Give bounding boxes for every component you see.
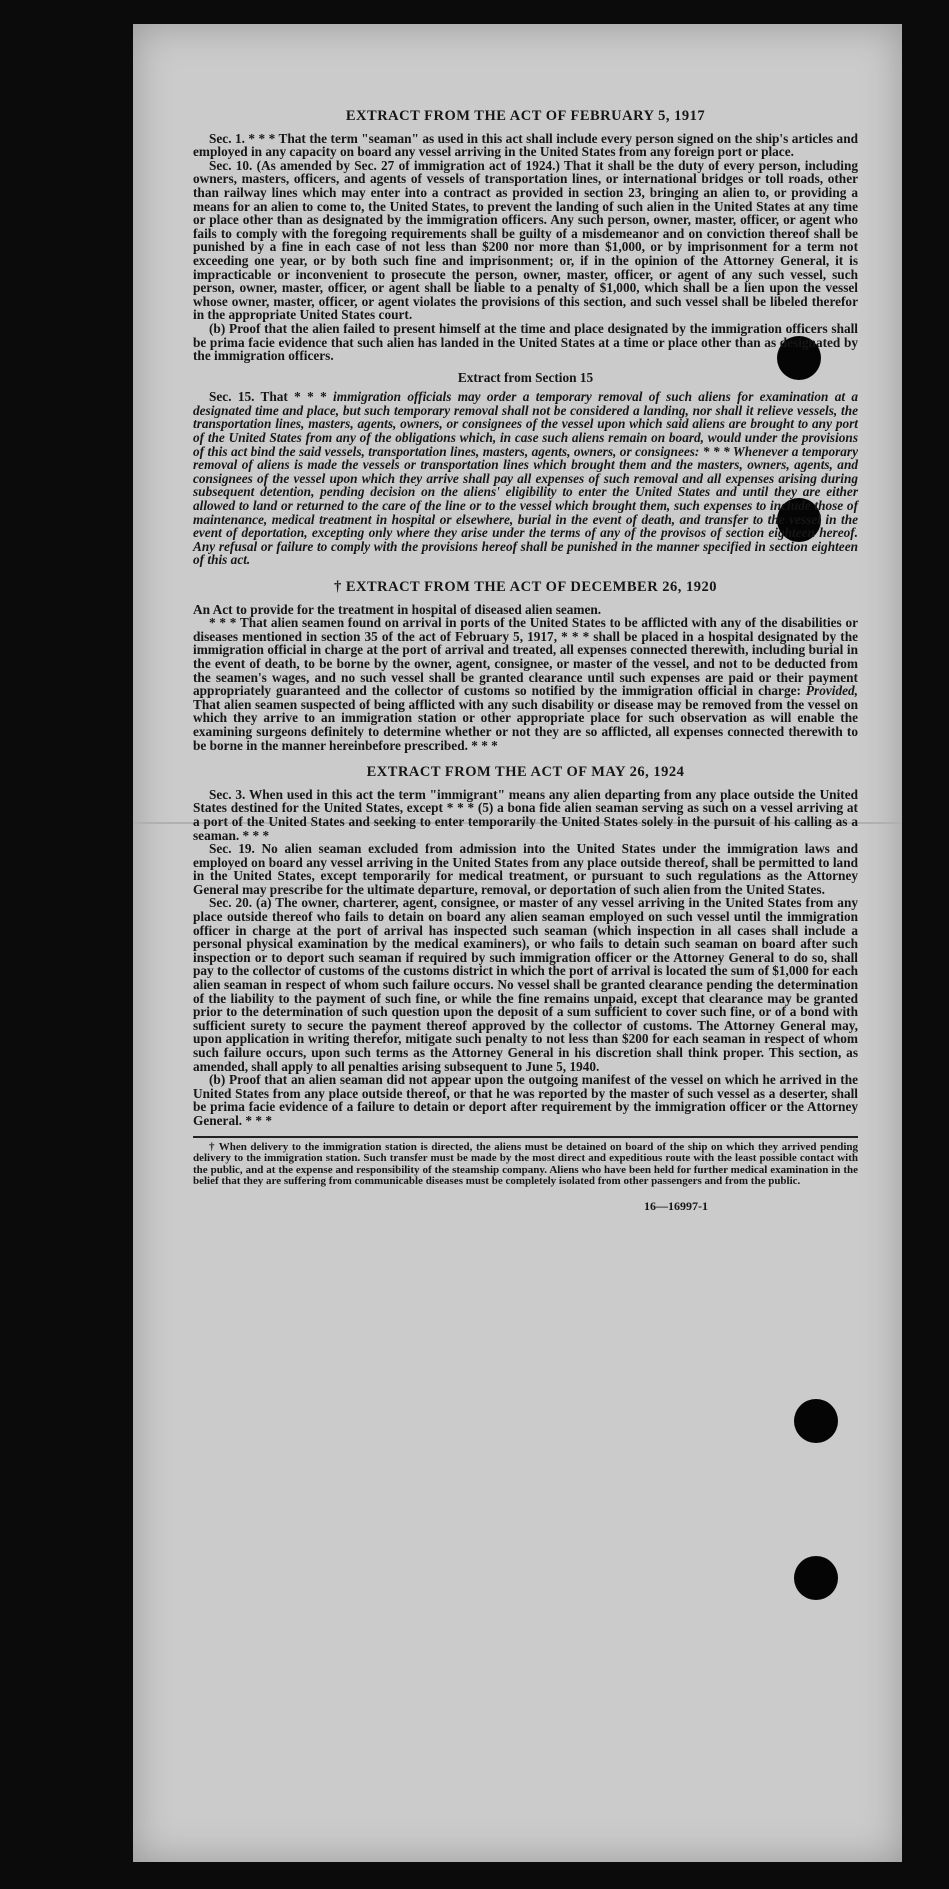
document-page	[133, 24, 902, 1862]
footnote-rule	[193, 1136, 858, 1138]
paragraph-sec-20-a: Sec. 20. (a) The owner, charterer, agent, consignee, or master of any vessel arriving in the United States from any place outside thereof who fails to detain on board any alien seaman employed on such vessel until the immigration officer in charge at the port of arrival has inspected such seaman (which inspection in all cases shall include a personal physical examination by the medical examiners), or who fails to detain such seaman on board after such inspection or to deport such seaman if required by such immigration officer or the Attorney General to do so, shall pay to the collector of customs of the customs district in which the port of arrival is located the sum of $1,000 for each alien seaman in respect of whom such failure occurs. No vessel shall be granted clearance pending the determination of the liability to the payment of such fine, or while the fine remains unpaid, except that clearance may be granted prior to the determination of such question upon the deposit of a sum sufficient to cover such fine, or of a bond with sufficient surety to secure the payment thereof approved by the collector of customs. The Attorney General may, upon application in writing therefor, mitigate such penalty to not less than $200 for each seaman in respect of whom such failure occurs, upon such terms as the Attorney General in his discretion shall think proper. This section, as amended, shall apply to all penalties arising subsequent to June 5, 1940.	[193, 895, 858, 1074]
heading-section-15: Extract from Section 15	[457, 369, 594, 385]
act-1920-provided: Provided,	[805, 683, 858, 699]
paragraph-act-1920-body	[193, 616, 858, 752]
sec-15-italic-text: immigration officials may order a temporary removal of such aliens for examination at a designated time and place, but such temporary removal shall not be considered a landing, nor shall it relieve vessels, the transportation lines, masters, agents, owners, or consignees of the vessel upon which said aliens are brought to any port of the United States from any of the obligations which, in case such aliens remain on board, would under the provisions of this act bind the said vessels, transportation lines, masters, agents, owners, or consignees: * * * Whenever a temporary removal of aliens is made the vessels or transportation lines which brought them and the masters, owners, agents, and consignees of the vessel upon which they arrive shall pay all expenses of such removal and all expenses arising during subsequent detention, pending decision on the aliens' eligibility to enter the United States and until they are either allowed to land or returned to the care of the line or to the vessel which brought them, such expenses to include those of maintenance, medical treatment in hospital or elsewhere, burial in the event of death, and transfer to the vessel in the event of deportation, excepting only where they arise under the terms of any of the provisos of section eighteen hereof. Any refusal or failure to comply with the provisions hereof shall be punished in the manner specified in section eighteen of this act.	[193, 389, 858, 568]
paragraph-sec-3: Sec. 3. When used in this act the term "immigrant" means any alien departing from any place outside the United States destined for the United States, except * * * (5) a bona fide alien seaman serving as such on a vessel arriving at a port of the United States and seeking to enter temporarily the United States solely in the pursuit of his calling as a seaman. * * *	[193, 786, 858, 843]
punch-hole	[794, 1399, 838, 1443]
paragraph-sec-19: Sec. 19. No alien seaman excluded from admission into the United States under the immigration laws and employed on board any vessel arriving in the United States from any place outside thereof, shall be permitted to land in the United States, except temporarily for medical treatment, or pursuant to such regulations as the Attorney General may prescribe for the ultimate departure, removal, or deportation of such alien from the United States.	[193, 841, 858, 897]
paragraph-sec-20-b: (b) Proof that an alien seaman did not appear upon the outgoing manifest of the vessel on which he arrived in the United States from any place outside thereof, or that he was reported by the master of such vessel as a deserter, shall be prima facie evidence of a failure to detain or deport after requirement by the immigration officer or the Attorney General. * * *	[193, 1072, 858, 1128]
paragraph-sec-10: Sec. 10. (As amended by Sec. 27 of immigration act of 1924.) That it shall be the duty of every person, including owners, masters, officers, and agents of vessels of transportation lines, or international bridges or toll roads, other than railway lines which may enter into a contract as provided in section 23, bringing an alien to, or providing a means for an alien to come to, the United States, to prevent the landing of such alien in the United States at any time or place other than as designated by the immigration officers. Any such person, owner, master, officer, or agent who fails to comply with the foregoing requirements shall be guilty of a misdemeanor and on conviction thereof shall be punished by a fine in each case of not less than $200 nor more than $1,000, or by imprisonment for a term not exceeding one year, or by both such fine and imprisonment; or, if in the opinion of the Attorney General, it is impracticable or inconvenient to prosecute the person, owner, master, officer, or agent of any such vessel, such person, owner, master, officer, or agent shall be liable to a penalty of $1,000, which shall be a lien upon the vessel whose owner, master, officer, or agent violates the provisions of this section, and such vessel shall be libeled therefor in the appropriate United States court.	[193, 157, 858, 323]
paragraph-sec-15	[193, 390, 858, 567]
footnote: † When delivery to the immigration station is directed, the aliens must be detained on board of the ship on which they arrived pending delivery to the immigration station. Such transfer must be made by the most direct and expeditious route with the least possible contact with the public, and at the expense and responsibility of the steamship company. Aliens who have been held for further medical examination in the belief that they are suffering from communicable diseases must be completely isolated from other passengers and from the public.	[193, 1140, 858, 1188]
act-1920-text-a: * * * That alien seamen found on arrival in ports of the United States to be afflicted with any of the disabilities or diseases mentioned in section 35 of the act of February 5, 1917, * * * shall be placed in a hospital designated by the immigration official in charge at the port of arrival and treated, all expenses connected therewith, including burial in the event of death, to be borne by the owner, agent, consignee, or master of the vessel, and not to be deducted from the seamen's wages, and no such vessel shall be granted clearance until such expenses are paid or their payment appropriately guaranteed and the collector of customs so notified by the immigration official in charge:	[193, 615, 858, 699]
heading-act-1920: † EXTRACT FROM THE ACT OF DECEMBER 26, 1920	[333, 579, 718, 595]
heading-act-1924: EXTRACT FROM THE ACT OF MAY 26, 1924	[366, 764, 685, 781]
sec-15-lead: Sec. 15. That * * *	[209, 389, 334, 405]
act-1920-text-b: That alien seamen suspected of being afflicted with any such disability or disease may be removed from the vessel on which they arrive to an immigration station or other appropriate place for such observation as will enable the examining surgeons definitely to determine whether or not they are so afflicted, all expenses connected therewith to be borne in the manner hereinbefore prescribed. * * *	[193, 696, 858, 753]
document-body	[193, 110, 858, 1214]
paragraph-act-title-1920: An Act to provide for the treatment in hospital of diseased alien seamen.	[193, 601, 602, 617]
punch-hole	[794, 1556, 838, 1600]
form-code: 16—16997-1	[644, 1198, 708, 1213]
paragraph-sec-1: Sec. 1. * * * That the term "seaman" as used in this act shall include every person signed on the ship's articles and employed in any capacity on board any vessel arriving in the United States from any foreign port or place.	[193, 130, 858, 160]
paragraph-sec-10-b: (b) Proof that the alien failed to present himself at the time and place designated by the immigration officers shall be prima facie evidence that such alien has landed in the United States at a time or place other than as designated by the immigration officers.	[193, 320, 858, 364]
heading-act-1917: EXTRACT FROM THE ACT OF FEBRUARY 5, 1917	[345, 108, 706, 124]
